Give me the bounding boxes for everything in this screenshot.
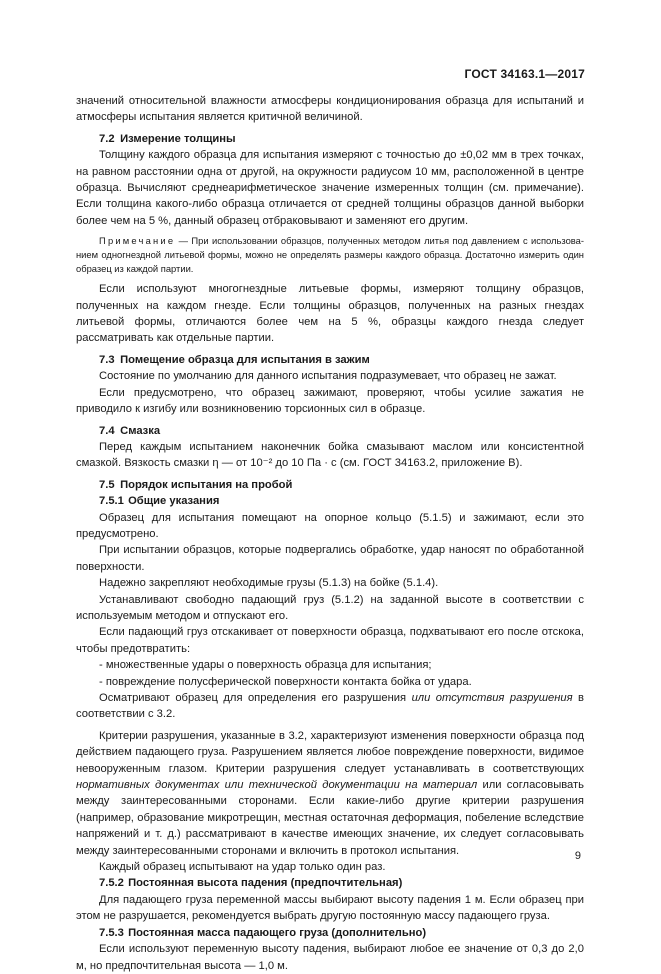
paragraph: значений относительной влажности атмосферы кондиционирования образца для испытаний и атмосферы испытания является критичной величиной. (76, 95, 584, 124)
note-label: Примечание (99, 235, 176, 247)
document-code: ГОСТ 34163.1—2017 (464, 67, 585, 81)
text-run: Осматривают образец для определения его разрушения (99, 692, 412, 704)
paragraph: Если используют переменную высоту падения, выбирают любое ее значение от 0,3 до 2,0 м, но предпочтительная высота — 1,0 м. (76, 943, 584, 972)
paragraph: Если используют многогнездные литьевые формы, измеряют толщину образцов, полученных на каждом гнезде. Если толщины образцов, полученных на разных гнездах литьевой формы, отличаются более чем на 5 %, образцы каждого гнезда следует рассматривать как отдельные партии. (76, 283, 584, 345)
note (76, 234, 584, 276)
paragraph (76, 728, 584, 859)
paragraph: Надежно закрепляют необходимые грузы (5.1.3) на бойке (5.1.4). (99, 577, 439, 590)
paragraph: Если предусмотрено, что образец зажимают, проверяют, чтобы усилие зажатия не приводило к изгибу или возникновению торсионных сил в образце. (76, 386, 584, 416)
section-heading-7-4 (76, 423, 584, 439)
section-number: 7.2 (99, 132, 115, 145)
emphasis: или отсутствия разрушения (411, 692, 573, 704)
paragraph: Состояние по умолчанию для данного испытания подразумевает, что образец не зажат. (99, 370, 557, 383)
section-title: Помещение образца для испытания в зажим (120, 353, 370, 366)
section-heading-7-5-3 (76, 925, 584, 941)
section-title: Измерение толщины (120, 132, 236, 145)
page-body (76, 93, 584, 974)
note-text: — При использовании образцов, полученных методом литья под давлением с использованием одногнездной литьевой формы, можно не определять размеры каждого образца. Достаточно измерить один образец из каждой партии. (76, 235, 585, 275)
section-number: 7.5.3 (99, 926, 124, 939)
emphasis: нормативных документах или технической документации на материал (76, 779, 478, 792)
section-number: 7.5.1 (99, 495, 124, 508)
paragraph: Каждый образец испытывают на удар только один раз. (99, 861, 386, 874)
section-title: Смазка (120, 424, 161, 437)
section-heading-7-5-1 (76, 493, 584, 509)
section-heading-7-2 (76, 131, 584, 147)
text-run: или согласовывать между заинтересованными сторонами. Если какие-либо другие критерии разрушения (например, образование микротрещин, местная остаточная деформация, побеление вследствие напряжений и т. д.) рассматривают в качестве имеющих значение, их следует согласовывать между заинтересованными сторонами и включить в протокол испытания. (76, 779, 584, 857)
section-title: Порядок испытания на пробой (120, 478, 293, 491)
section-number: 7.4 (99, 424, 115, 437)
paragraph: Устанавливают свободно падающий груз (5.1.2) на заданной высоте в соответствии с используемым методом и отпускают его. (76, 593, 584, 622)
paragraph: Образец для испытания помещают на опорное кольцо (5.1.5) и зажимают, если это предусмотрено. (76, 511, 584, 540)
page-number: 9 (574, 850, 581, 862)
paragraph: Перед каждым испытанием наконечник бойка смазывают маслом или консистентной смазкой. Вязкость смазки η — от 10⁻² до 10 Па · с (см. ГОСТ 34163.2, приложение В). (76, 440, 584, 470)
section-heading-7-5-2 (76, 875, 584, 891)
paragraph: Если падающий груз отскакивает от поверхности образца, подхватывают его после отскока, чтобы предотвратить: (76, 626, 584, 655)
section-title: Постоянная высота падения (предпочтительная) (128, 877, 403, 890)
text-run: в соответствии с 3.2. (76, 692, 584, 721)
paragraph: Для падающего груза переменной массы выбирают высоту падения 1 м. Если образец при этом не разрушается, рекомендуется выбрать другую постоянную массу падающего груза. (76, 893, 584, 923)
section-number: 7.5 (99, 478, 115, 491)
paragraph (76, 690, 584, 723)
text-run: Критерии разрушения, указанные в 3.2, характеризуют изменения поверхности образца под действием падающего груза. Разрушением является любое повреждение поверхности, видимое невооруженным глазом. Критерии разрушения следует устанавливать в соответствующих (76, 729, 584, 775)
list-item: - повреждение полусферической поверхности контакта бойка от удара. (99, 675, 472, 688)
section-heading-7-3 (76, 352, 584, 368)
section-title: Постоянная масса падающего груза (дополнительно) (128, 926, 427, 939)
paragraph: Толщину каждого образца для испытания измеряют с точностью до ±0,02 мм в трех точках, на равном расстоянии одна от другой, на окружности радиусом 10 мм, расположенной в центре образца. Вычисляют среднеарифметическое значение измеренных толщин (см. примечание). Если толщина какого-либо образца отличается от средней толщины образцов данной выборки более чем на 5 %, данный образец отбраковывают и заменяют его другим. (76, 149, 584, 227)
list-item: - множественные удары о поверхность образца для испытания; (99, 659, 432, 672)
section-title: Общие указания (128, 495, 220, 508)
paragraph: При испытании образцов, которые подвергались обработке, удар наносят по обработанной поверхности. (76, 544, 584, 573)
section-number: 7.5.2 (99, 877, 124, 890)
section-heading-7-5 (76, 477, 584, 493)
section-number: 7.3 (99, 353, 115, 366)
